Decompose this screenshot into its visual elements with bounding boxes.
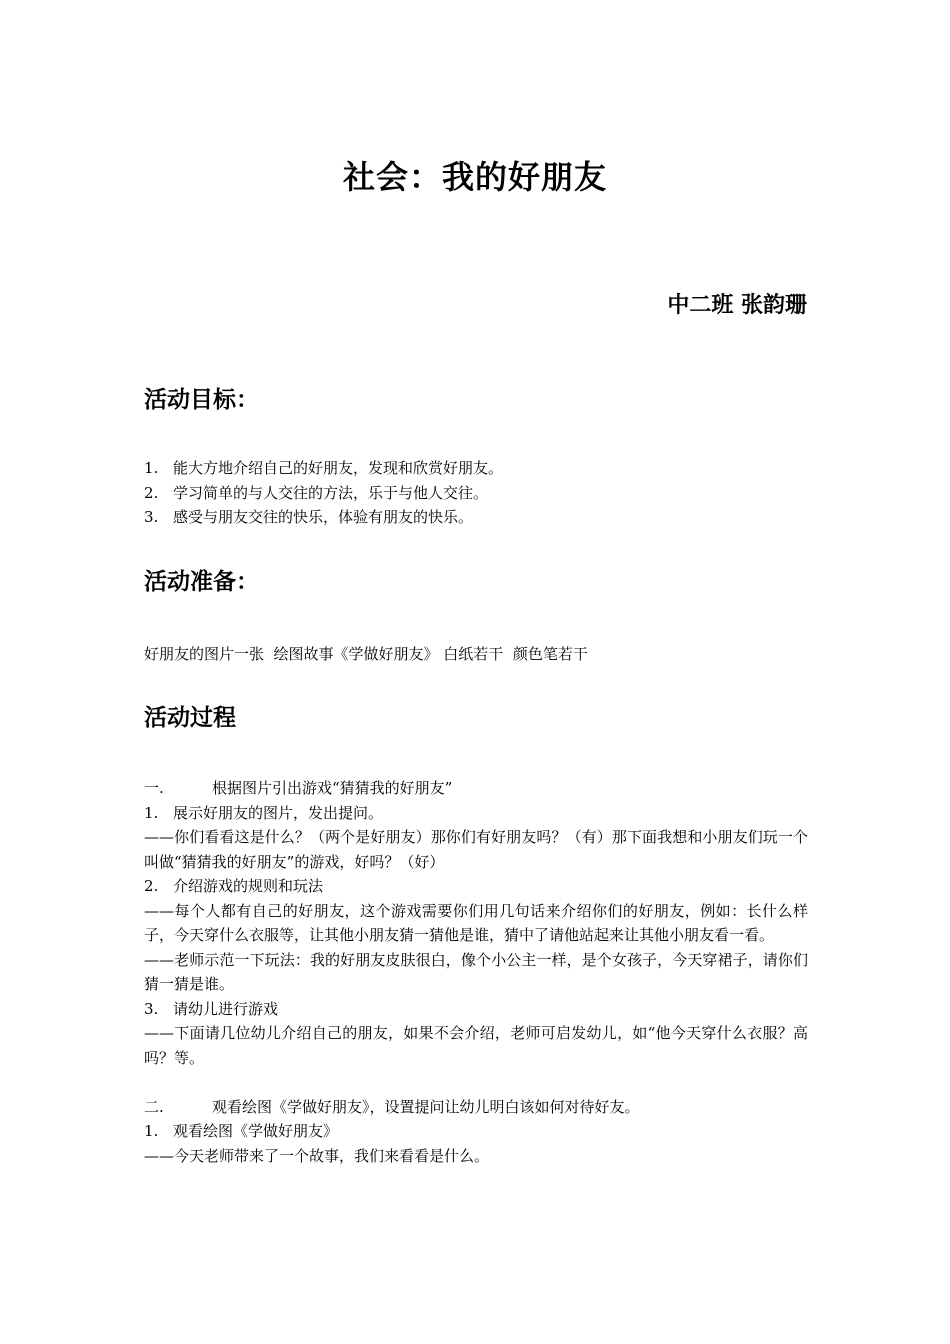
step-number: 3. (144, 999, 159, 1018)
section-number: 二. (144, 1097, 164, 1116)
list-item (144, 481, 808, 506)
section-number: 一. (144, 779, 164, 797)
list-item-text: 感受与朋友交往的快乐，体验有朋友的快乐。 (173, 508, 474, 526)
list-item (144, 456, 808, 481)
blank-line (144, 1070, 808, 1095)
list-item-text: 学习简单的与人交往的方法，乐于与他人交往。 (173, 483, 489, 502)
process-body (144, 776, 808, 1168)
step-line (144, 1119, 808, 1144)
list-item-number: 1. (144, 459, 159, 477)
step-paragraph: ——老师示范一下玩法：我的好朋友皮肤很白，像个小公主一样，是个女孩子，今天穿裙子，请你们猜一猜是谁。 (144, 950, 808, 993)
list-item-number: 3. (144, 508, 159, 526)
step-number: 1. (144, 1122, 159, 1140)
step-title: 展示好朋友的图片，发出提问。 (173, 803, 384, 822)
step-paragraph: ——每个人都有自己的好朋友，这个游戏需要你们用几句话来介绍你们的好朋友，例如：长什么样子，今天穿什么衣服等，让其他小朋友猜一猜他是谁，猜中了请他站起来让其他小朋友看一看。 (144, 901, 808, 944)
step-title: 请幼儿进行游戏 (173, 999, 279, 1018)
list-item (144, 505, 808, 530)
list-item-text: 能大方地介绍自己的好朋友，发现和欣赏好朋友。 (173, 459, 504, 477)
step-title: 观看绘图《学做好朋友》 (173, 1122, 339, 1140)
step-line (144, 997, 808, 1022)
document-title: 社会：我的好朋友 (342, 158, 607, 196)
step-line (144, 801, 808, 826)
list-item-number: 2. (144, 483, 159, 502)
process-heading: 活动过程 (144, 705, 236, 731)
goals-heading: 活动目标： (144, 387, 259, 413)
prep-text: 好朋友的图片一张 绘图故事《学做好朋友》 白纸若干 颜色笔若干 (144, 645, 588, 663)
author-line: 中二班 张韵珊 (667, 293, 807, 318)
step-paragraph: ——你们看看这是什么？（两个是好朋友）那你们有好朋友吗？（有）那下面我想和小朋友们玩一个叫做“猜猜我的好朋友”的游戏，好吗？（好） (144, 828, 808, 871)
goals-list (144, 456, 808, 530)
prep-heading: 活动准备： (144, 569, 259, 595)
section-2-title-line (144, 1095, 808, 1120)
step-paragraph: ——今天老师带来了一个故事，我们来看看是什么。 (144, 1146, 490, 1165)
step-paragraph: ——下面请几位幼儿介绍自己的朋友，如果不会介绍，老师可启发幼儿，如“他今天穿什么衣服？高吗？等。 (144, 1024, 808, 1067)
step-number: 2. (144, 877, 159, 895)
step-title: 介绍游戏的规则和玩法 (173, 877, 324, 895)
section-title: 根据图片引出游戏“猜猜我的好朋友” (212, 779, 453, 797)
step-number: 1. (144, 803, 159, 822)
section-1-title-line (144, 776, 808, 801)
step-line (144, 874, 808, 899)
section-title: 观看绘图《学做好朋友》，设置提问让幼儿明白该如何对待好友。 (212, 1097, 640, 1116)
